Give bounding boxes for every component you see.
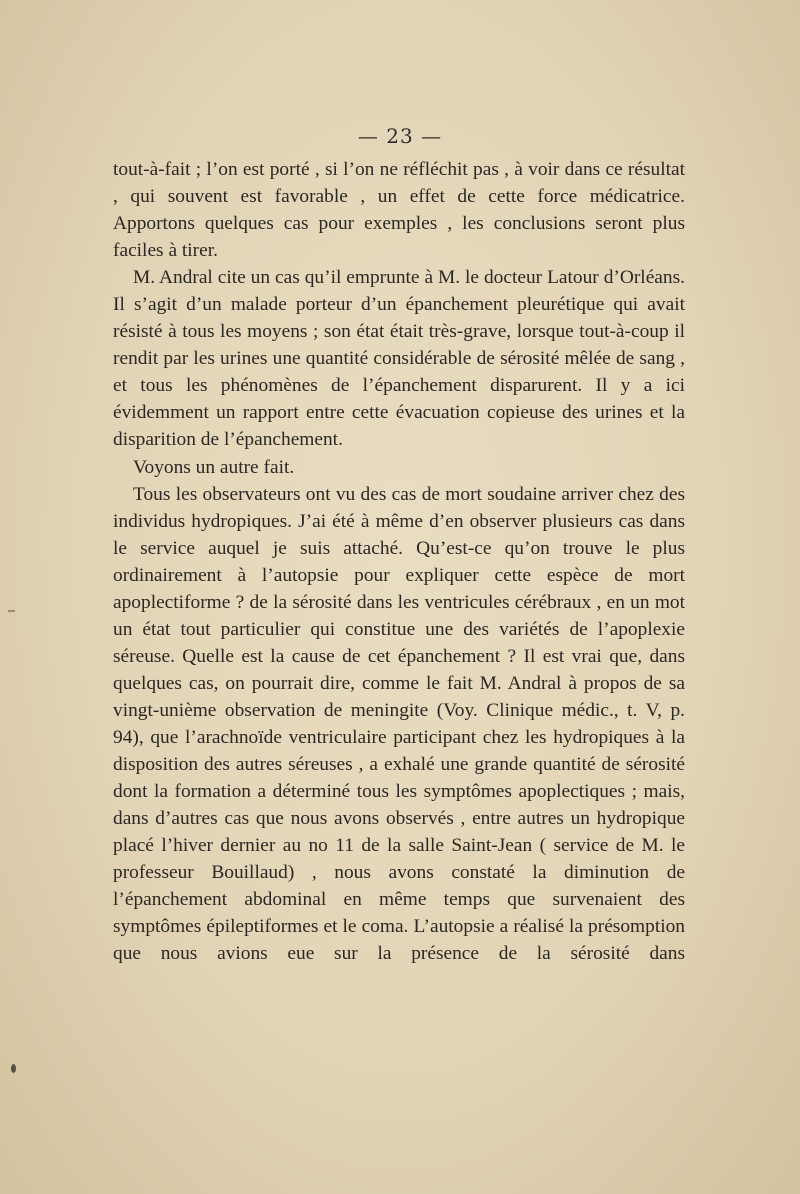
margin-ink-mark bbox=[8, 610, 15, 612]
paragraph-4: Tous les observateurs ont vu des cas de mort soudaine arriver chez des individus hydropiques. J’ai été à même d’en observer plusieurs cas dans le service auquel je suis attaché. Qu’est-ce qu’on trouve le plus ordinairement à l’autopsie pour expliquer cette espèce de mort apoplectiforme ? de la sérosité dans les ventricules cérébraux , en un mot un état tout particulier qui constitue une des variétés de l’apoplexie séreuse. Quelle est la cause de cet épanchement ? Il est vrai que, dans quelques cas, on pourrait dire, comme le fait M. Andral à propos de sa vingt-unième observation de meningite (Voy. Clinique médic., t. V, p. 94), que l’arachnoïde ventriculaire participant chez les hydropiques à la disposition des autres séreuses , a exhalé une grande quantité de sérosité dont la formation a déterminé tous les symptômes apoplectiques ; mais, dans d’autres cas que nous avons observés , entre autres un hydropique placé l’hiver dernier au no 11 de la salle Saint-Jean ( service de M. le professeur Bouillaud) , nous avons constaté la diminution de l’épanchement abdominal en même temps que survenaient des symptômes épileptiformes et le coma. L’autopsie a réalisé la présomption que nous avions eue sur la présence de la sérosité dans bbox=[113, 483, 685, 965]
paragraph-1: tout-à-fait ; l’on est porté , si l’on ne réfléchit pas , à voir dans ce résultat , qui souvent est favorable , un effet de cette force médicatrice. Apportons quelques cas pour exemples , les conclusions seront plus faciles à tirer. bbox=[113, 159, 685, 262]
page-number: — 23 — bbox=[357, 124, 443, 148]
margin-ink-dot bbox=[11, 1064, 16, 1073]
paragraph-3: Voyons un autre fait. bbox=[133, 456, 295, 478]
paragraph-2: M. Andral cite un cas qu’il emprunte à M. le docteur Latour d’Orléans. Il s’agit d’un malade porteur d’un épanchement pleurétique qui avait résisté à tous les moyens ; son état était très-grave, lorsque tout-à-coup il rendit par les urines une quantité considérable de sérosité mêlée de sang , et tous les phénomènes de l’épanchement disparurent. Il y a ici évidemment un rapport entre cette évacuation copieuse des urines et la disparition de l’épanchement. bbox=[113, 267, 685, 451]
body-text bbox=[113, 156, 685, 967]
